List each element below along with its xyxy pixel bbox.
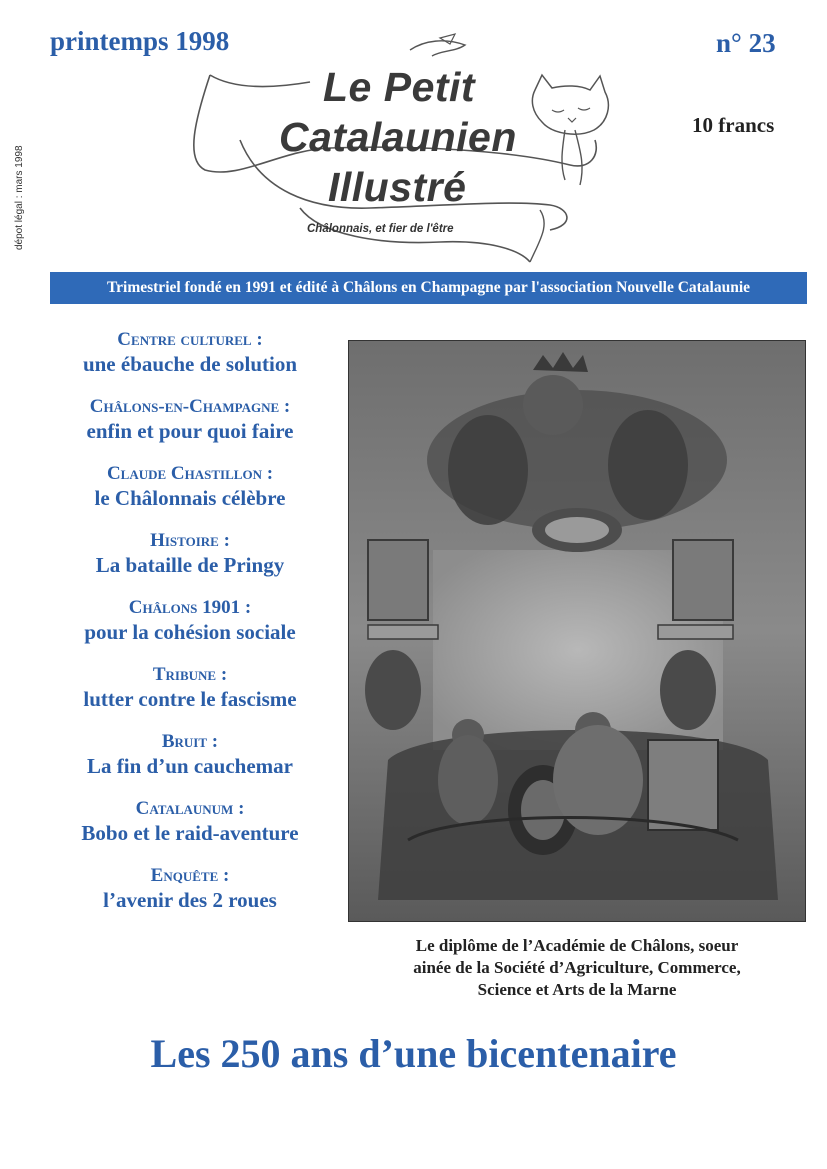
publication-info-band: [50, 272, 807, 304]
cover-headline: Les 250 ans d’une bicentenaire: [150, 1031, 677, 1076]
issue-price: 10 francs: [692, 113, 775, 137]
toc-kicker: Centre culturel :: [117, 329, 263, 350]
toc-kicker: Claude Chastillon :: [106, 463, 274, 484]
toc-headline: La bataille de Pringy: [95, 553, 285, 577]
toc-item: [40, 730, 340, 779]
toc-headline: lutter contre le fascisme: [83, 687, 297, 711]
toc-headline: le Châlonnais célèbre: [94, 486, 286, 510]
diploma-engraving-image: [348, 340, 806, 922]
toc-item: [40, 663, 340, 712]
toc-headline: La fin d’un cauchemar: [87, 754, 293, 778]
toc-item: [40, 797, 340, 846]
toc-kicker: Catalaunum :: [135, 798, 245, 819]
toc-headline: Bobo et le raid-aventure: [81, 821, 299, 845]
toc-kicker: Histoire :: [150, 530, 230, 551]
toc-headline: enfin et pour quoi faire: [86, 419, 294, 443]
caption-line-3: Science et Arts de la Marne: [477, 980, 677, 999]
toc-kicker: Châlons-en-Champagne :: [89, 396, 291, 417]
title-line-1: Le Petit: [323, 64, 476, 110]
toc-headline: l’avenir des 2 roues: [103, 888, 277, 912]
caption-line-2: ainée de la Société d’Agriculture, Commerce,: [413, 958, 741, 977]
toc-kicker: Tribune :: [152, 664, 228, 685]
toc-item: [40, 395, 340, 444]
masthead-tagline: Châlonnais, et fier de l'être: [307, 223, 454, 235]
legal-deposit-note: dépot légal : mars 1998: [14, 145, 25, 250]
toc-item: [40, 596, 340, 645]
toc-headline: pour la cohésion sociale: [84, 620, 296, 644]
toc-item: [40, 462, 340, 511]
toc-kicker: Enquête :: [150, 865, 230, 886]
toc-kicker: Bruit :: [161, 731, 219, 752]
table-of-contents: [40, 328, 340, 931]
toc-item: [40, 328, 340, 377]
title-line-2: Catalaunien: [279, 114, 517, 160]
issue-season: printemps 1998: [50, 26, 230, 56]
caption-line-1: Le diplôme de l’Académie de Châlons, soeur: [415, 936, 739, 955]
publication-info-text: Trimestriel fondé en 1991 et édité à Châlons en Champagne par l'association Nouvelle Catalaunie: [106, 279, 751, 296]
issue-number: n° 23: [716, 28, 776, 58]
toc-headline: une ébauche de solution: [82, 352, 298, 376]
title-line-3: Illustré: [328, 164, 467, 210]
toc-kicker: Châlons 1901 :: [128, 597, 252, 618]
photo-caption: [348, 935, 806, 1001]
toc-item: [40, 864, 340, 913]
toc-item: [40, 529, 340, 578]
